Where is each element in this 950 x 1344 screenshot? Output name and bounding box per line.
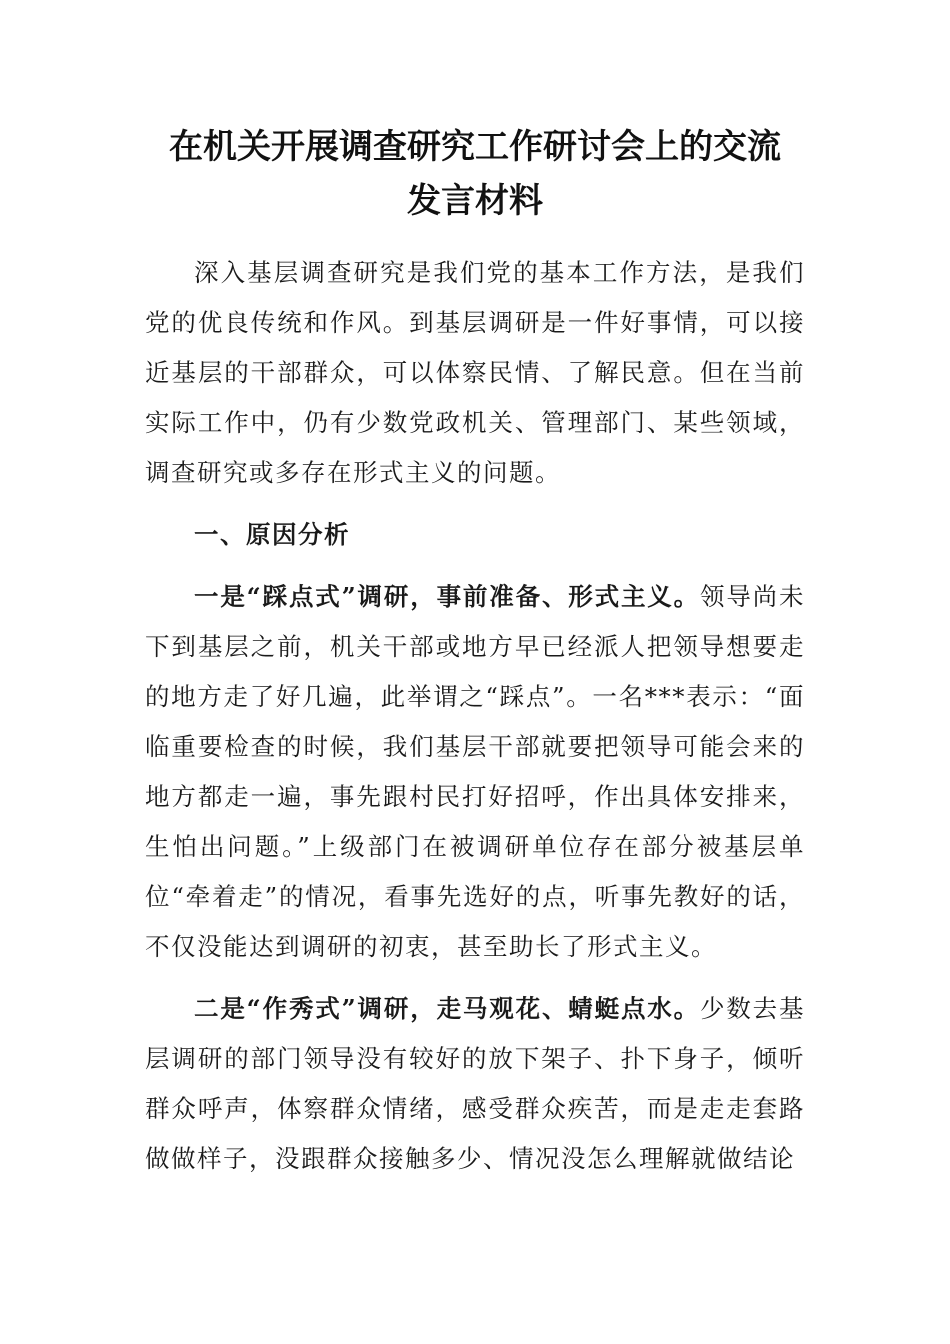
point-2-text: 少数去基层调研的部门领导没有较好的放下架子、扑下身子，倾听群众呼声，体察群众情绪，感受群众疾苦，而是走走套路做做样子，没跟群众接触多少、情况没怎么理解就做结论 xyxy=(145,994,806,1173)
title-line-1: 在机关开展调查研究工作研讨会上的交流 xyxy=(169,127,781,167)
document-body xyxy=(145,248,805,1184)
point-2-lead: 二是“作秀式”调研，走马观花、蜻蜓点水。 xyxy=(194,994,700,1023)
point-1-text: 领导尚未下到基层之前，机关干部或地方早已经派人把领导想要走的地方走了好几遍，此举谓之“踩点”。一名***表示：“面临重要检查的时候，我们基层干部就要把领导可能会来的地方都走一遍，事先跟村民打好招呼，作出具体安排来，生怕出问题。”上级部门在被调研单位存在部分被基层单位“牵着走”的情况，看事先选好的点，听事先教好的话，不仅没能达到调研的初衷，甚至助长了形式主义。 xyxy=(145,582,806,961)
intro-paragraph: 深入基层调查研究是我们党的基本工作方法，是我们党的优良传统和作风。到基层调研是一件好事情，可以接近基层的干部群众，可以体察民情、了解民意。但在当前实际工作中，仍有少数党政机关、管理部门、某些领域，调查研究或多存在形式主义的问题。 xyxy=(145,258,805,487)
point-1-lead: 一是“踩点式”调研，事前准备、形式主义。 xyxy=(194,582,700,611)
point-1-paragraph xyxy=(145,572,805,972)
section-heading: 一、原因分析 xyxy=(194,520,350,549)
title-line-2: 发言材料 xyxy=(407,181,543,221)
document-page xyxy=(145,120,805,1184)
document-title xyxy=(145,120,805,228)
point-2-paragraph xyxy=(145,984,805,1184)
